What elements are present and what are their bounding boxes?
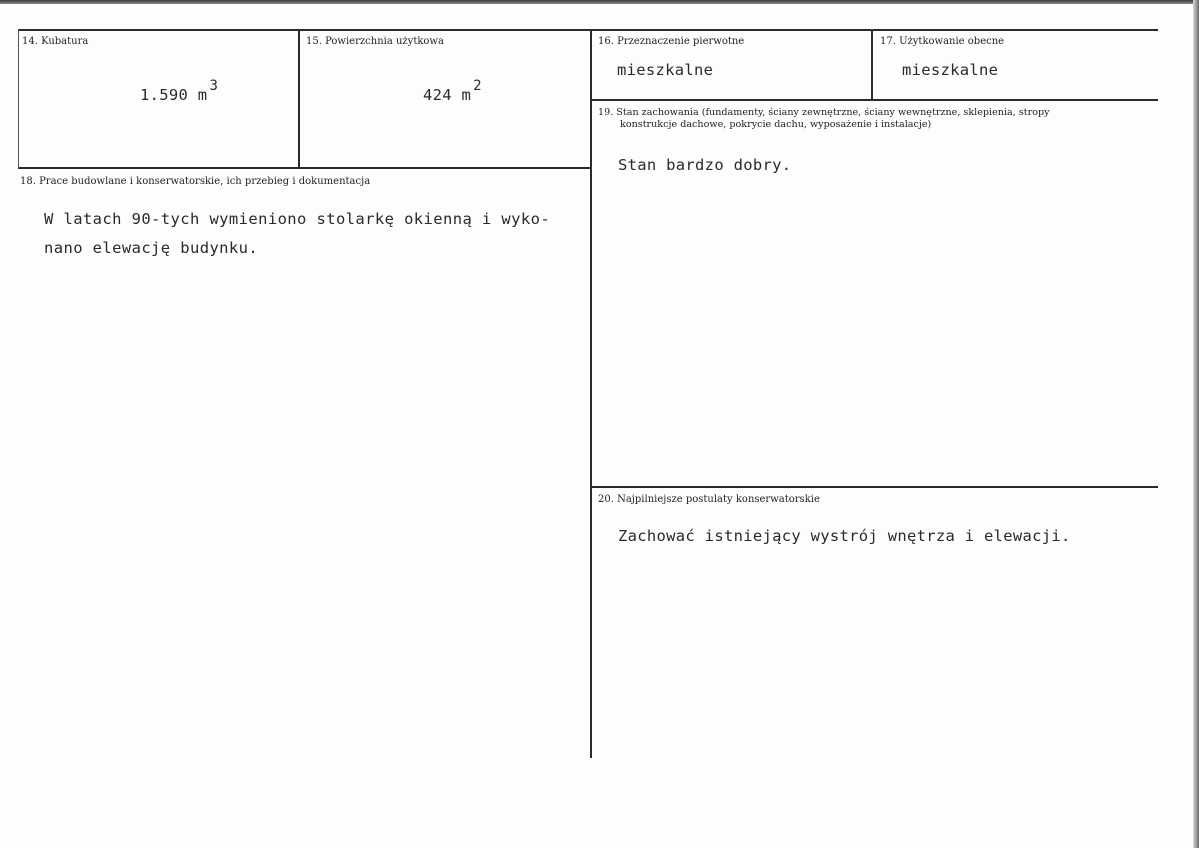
rule-left-short [18,29,19,168]
field-18-line-2: nano elewację budynku. [44,239,259,257]
rule-16-17-divider [871,29,873,100]
field-19-value: Stan bardzo dobry. [618,156,792,174]
field-16-label: 16. Przeznaczenie pierwotne [598,36,745,47]
scan-edge-top [0,0,1199,4]
field-15-value [423,78,482,104]
field-17-label: 17. Użytkowanie obecne [880,36,1005,47]
rule-main-divider [590,29,592,758]
field-19-label-line1: 19. Stan zachowania (fundamenty, ściany zewnętrzne, ściany wewnętrzne, sklepienia, stropy [598,107,1050,118]
rule-top [18,29,1158,31]
rule-above-20 [592,486,1158,488]
field-18-text [44,205,550,263]
field-17-value: mieszkalne [902,61,999,79]
scan-edge-right [1193,0,1199,848]
rule-below-14-15 [18,167,591,169]
rule-below-16-17 [592,99,1158,101]
field-18-label: 18. Prace budowlane i konserwatorskie, ich przebieg i dokumentacja [20,176,371,187]
field-14-label: 14. Kubatura [22,36,89,47]
field-20-label: 20. Najpilniejsze postulaty konserwatorskie [598,494,820,505]
field-20-value: Zachować istniejący wystrój wnętrza i elewacji. [618,527,1071,545]
field-16-value: mieszkalne [617,61,714,79]
field-15-number: 424 m [423,86,472,104]
field-15-label: 15. Powierzchnia użytkowa [306,36,444,47]
field-18-line-1: W latach 90-tych wymieniono stolarkę okienną i wyko- [44,210,551,228]
field-19-label-line2: konstrukcje dachowe, pokrycie dachu, wyposażenie i instalacje) [620,119,932,130]
field-14-number: 1.590 m [140,86,208,104]
field-14-exponent: 3 [209,78,219,94]
field-15-exponent: 2 [473,78,482,94]
field-14-value [140,78,219,104]
rule-14-15-divider [298,29,300,168]
